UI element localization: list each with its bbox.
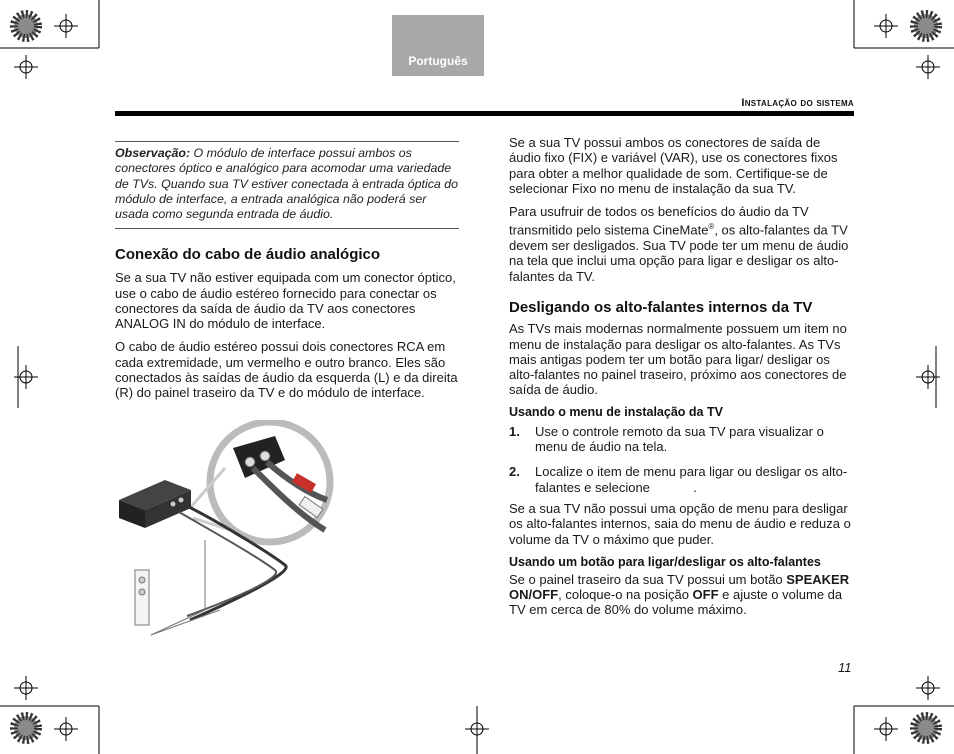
speaker-button-label: SPEAKER ON/OFF	[509, 571, 850, 603]
crosshair-icon	[54, 14, 78, 38]
crosshair-icon	[916, 55, 940, 79]
crosshair-icon	[14, 676, 38, 700]
registered-mark: ®	[708, 222, 715, 232]
para5-part-c: , coloque-o na posição	[558, 587, 693, 603]
left-paragraph-2: O cabo de áudio estéreo possui dois conectores RCA em cada extremidade, um vermelho e outro branco. Eles são conectados às saídas de áudio da esquerda (L) e da direita (R) do painel traseiro da TV e do módulo de interface.	[115, 339, 458, 401]
crosshair-icon	[874, 717, 898, 741]
left-column	[115, 247, 459, 401]
section-title	[741, 97, 854, 109]
step-item	[509, 464, 855, 495]
language-tab: Português	[392, 15, 484, 76]
section-heading: Conexão do cabo de áudio analógico	[115, 246, 381, 263]
section-title-text: Instalação do sistema	[741, 97, 854, 109]
crosshair-icon	[14, 55, 38, 79]
right-paragraph-2-part-a: Para usufruir de todos os benefícios do áudio da TV transmitido pelo sistema CineMate	[509, 204, 809, 238]
note-text: O módulo de interface possui ambos os conectores óptico e analógico para acomodar uma variedade de TVs. Quando sua TV estiver conectada à entrada óptica do módulo de interface, a entrada analógica não poderá ser usada como segunda entrada de áudio.	[115, 146, 459, 222]
step-item	[509, 424, 855, 455]
step-number: 2.	[509, 464, 520, 480]
crosshair-icon	[54, 717, 78, 741]
right-paragraph-5	[509, 572, 855, 618]
crosshair-icon	[874, 14, 898, 38]
para5-part-e: e ajuste o volume da TV em cerca de 80% do volume máximo.	[509, 587, 843, 618]
header-rule	[115, 111, 854, 116]
step-number: 1.	[509, 423, 520, 439]
note-label: Observação:	[115, 146, 191, 160]
subheading-button: Usando um botão para ligar/desligar os alto-falantes	[509, 554, 821, 569]
cable-connection-illustration	[115, 420, 335, 645]
note-box	[115, 141, 459, 229]
right-paragraph-2	[509, 204, 855, 284]
steps-list	[509, 424, 855, 495]
subheading-menu: Usando o menu de instalação da TV	[509, 404, 723, 419]
right-paragraph-4: Se a sua TV não possui uma opção de menu para desligar os alto-falantes internos, saia do menu de áudio e reduza o volume da TV o máximo que puder.	[509, 500, 851, 547]
right-paragraph-2-part-b: , os alto-falantes da TV devem ser desligados. Sua TV pode ter um menu de áudio na tela que inclui uma opção para ligar e desligar os alto-falantes da TV.	[509, 222, 849, 284]
step-text: Use o controle remoto da sua TV para visualizar o menu de áudio na tela.	[535, 423, 824, 455]
page-number: 11	[838, 660, 852, 675]
para5-part-a: Se o painel traseiro da sua TV possui um botão	[509, 571, 787, 587]
crosshair-icon	[916, 676, 940, 700]
off-label: OFF	[692, 587, 719, 603]
right-column	[509, 135, 855, 618]
right-section-heading: Desligando os alto-falantes internos da TV	[509, 299, 813, 316]
right-paragraph-3: As TVs mais modernas normalmente possuem um item no menu de instalação para desligar os alto-falantes. As TVs mais antigas podem ter um botão para ligar/ desligar os alto-falantes no painel traseiro, próximo aos conectores de saída de áudio.	[509, 321, 847, 398]
right-paragraph-1: Se a sua TV possui ambos os conectores de saída de áudio fixo (FIX) e variável (VAR), use os conectores fixos para obter a melhor qualidade de som. Certifique-se de selecionar Fixo no menu de instalação da sua TV.	[509, 135, 838, 196]
step-text: Localize o item de menu para ligar ou desligar os alto-falantes e selecione .	[535, 464, 848, 495]
left-paragraph-1: Se a sua TV não estiver equipada com um conector óptico, use o cabo de áudio estéreo fornecido para conectar os conectores da saída de áudio da TV aos conectores ANALOG IN do módulo de interface.	[115, 270, 456, 332]
interface-module	[119, 480, 191, 528]
tv-back-panel	[135, 540, 220, 635]
